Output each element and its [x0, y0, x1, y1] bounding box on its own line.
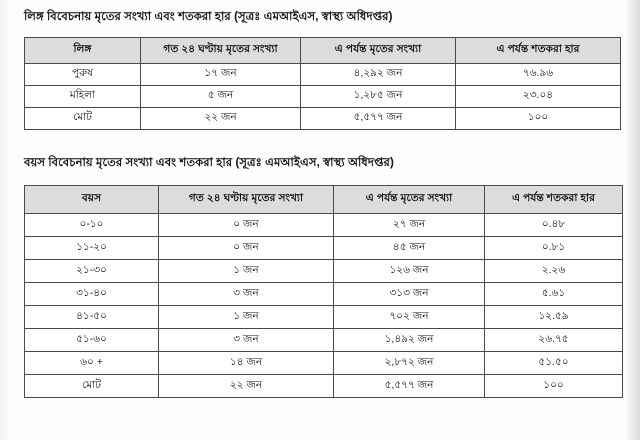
cell-age-label: ৪১-৫০ [25, 306, 159, 329]
cell-deaths-24h: ১৪ জন [159, 352, 334, 375]
age-table-body [25, 214, 623, 398]
cell-deaths-24h: ৫ জন [141, 86, 301, 108]
table-row [25, 260, 623, 283]
cell-total-deaths: ৪৫ জন [334, 237, 485, 260]
cell-percentage: ০.৮১ [485, 237, 623, 260]
cell-percentage: ২৩.০৪ [456, 86, 621, 108]
table-row-total [25, 108, 621, 130]
cell-gender-label: মোট [25, 108, 141, 130]
age-statistics-table [24, 185, 623, 398]
gender-table-body [25, 64, 621, 130]
cell-deaths-24h: ১ জন [159, 306, 334, 329]
cell-age-label: ৬০ + [25, 352, 159, 375]
cell-total-deaths: ৫,৫৭৭ জন [334, 375, 485, 398]
column-header-deaths-24h: গত ২৪ ঘণ্টায় মৃতের সংখ্যা [159, 186, 334, 214]
cell-age-label: মোট [25, 375, 159, 398]
cell-age-label: ১১-২০ [25, 237, 159, 260]
gender-table-caption: লিঙ্গ বিবেচনায় মৃতের সংখ্যা এবং শতকরা হার (সূত্রঃ এমআইএস, স্বাস্থ্য অধিদপ্তর) [24, 11, 393, 23]
table-header-row [25, 38, 621, 64]
age-statistics-section [0, 154, 640, 398]
age-table-header [25, 186, 623, 214]
cell-percentage: ৫১.৫০ [485, 352, 623, 375]
cell-deaths-24h: ২২ জন [141, 108, 301, 130]
cell-gender-label: পুরুষ [25, 64, 141, 86]
cell-total-deaths: ১২৬ জন [334, 260, 485, 283]
cell-percentage: ২.২৬ [485, 260, 623, 283]
table-row [25, 283, 623, 306]
table-row [25, 214, 623, 237]
table-header-row [25, 186, 623, 214]
cell-total-deaths: ৭০২ জন [334, 306, 485, 329]
gender-table-header [25, 38, 621, 64]
column-header-percentage: এ পর্যন্ত শতকরা হার [485, 186, 623, 214]
table-row [25, 329, 623, 352]
age-table-caption: বয়স বিবেচনায় মৃতের সংখ্যা এবং শতকরা হার (সূত্রঃ এমআইএস, স্বাস্থ্য অধিদপ্তর) [24, 157, 394, 169]
cell-deaths-24h: ০ জন [159, 214, 334, 237]
cell-total-deaths: ৪,২৯২ জন [301, 64, 456, 86]
cell-total-deaths: ২,৮৭২ জন [334, 352, 485, 375]
cell-deaths-24h: ৩ জন [159, 283, 334, 306]
cell-percentage: ২৬.৭৫ [485, 329, 623, 352]
column-header-gender: লিঙ্গ [25, 38, 141, 64]
column-header-percentage: এ পর্যন্ত শতকরা হার [456, 38, 621, 64]
cell-age-label: ৩১-৪০ [25, 283, 159, 306]
cell-total-deaths: ৩১৩ জন [334, 283, 485, 306]
cell-total-deaths: ৫,৫৭৭ জন [301, 108, 456, 130]
cell-age-label: ২১-৩০ [25, 260, 159, 283]
cell-deaths-24h: ১৭ জন [141, 64, 301, 86]
gender-statistics-section [0, 8, 640, 130]
table-row [25, 352, 623, 375]
table-row [25, 237, 623, 260]
column-header-age: বয়স [25, 186, 159, 214]
column-header-deaths-24h: গত ২৪ ঘণ্টায় মৃতের সংখ্যা [141, 38, 301, 64]
cell-percentage: ১০০ [456, 108, 621, 130]
cell-percentage: ৭৬.৯৬ [456, 64, 621, 86]
cell-age-label: ০-১০ [25, 214, 159, 237]
cell-percentage: ০.৪৮ [485, 214, 623, 237]
cell-total-deaths: ২৭ জন [334, 214, 485, 237]
cell-percentage: ১২.৫৯ [485, 306, 623, 329]
cell-percentage: ১০০ [485, 375, 623, 398]
table-row-total [25, 375, 623, 398]
cell-age-label: ৫১-৬০ [25, 329, 159, 352]
table-row [25, 86, 621, 108]
gender-statistics-table [24, 37, 621, 130]
cell-total-deaths: ১,২৮৫ জন [301, 86, 456, 108]
cell-deaths-24h: ৩ জন [159, 329, 334, 352]
cell-deaths-24h: ০ জন [159, 237, 334, 260]
column-header-total-deaths: এ পর্যন্ত মৃতের সংখ্যা [301, 38, 456, 64]
column-header-total-deaths: এ পর্যন্ত মৃতের সংখ্যা [334, 186, 485, 214]
cell-deaths-24h: ১ জন [159, 260, 334, 283]
cell-gender-label: মহিলা [25, 86, 141, 108]
cell-deaths-24h: ২২ জন [159, 375, 334, 398]
table-row [25, 306, 623, 329]
cell-percentage: ৫.৬১ [485, 283, 623, 306]
table-row [25, 64, 621, 86]
cell-total-deaths: ১,৪৯২ জন [334, 329, 485, 352]
